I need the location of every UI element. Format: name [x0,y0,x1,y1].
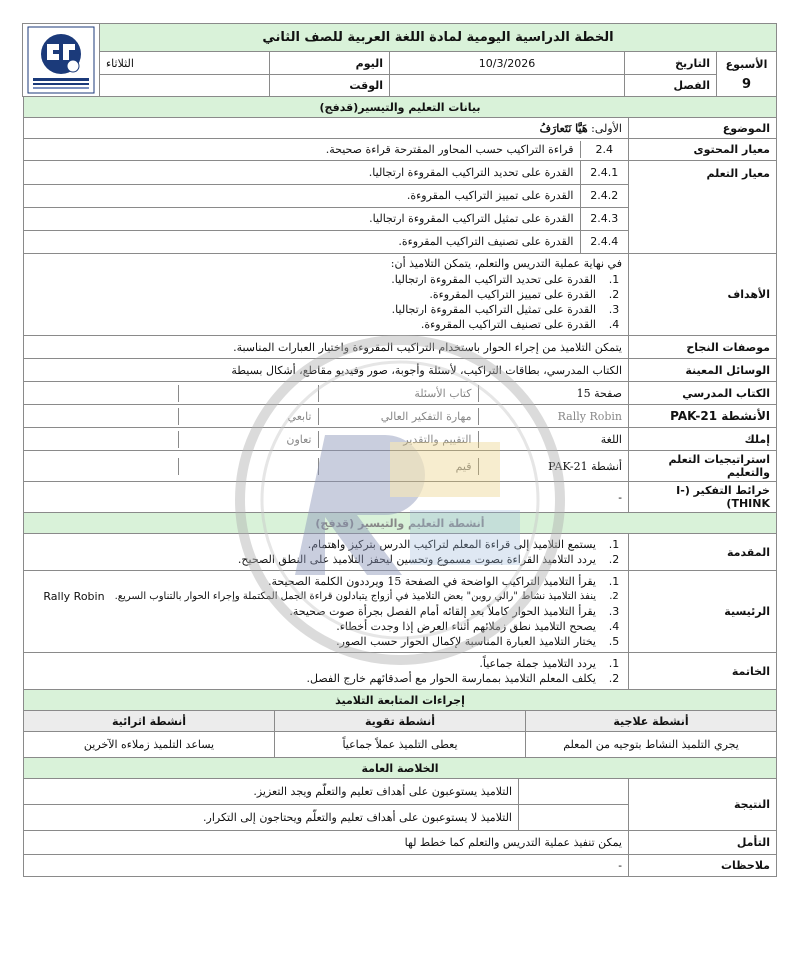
learning-text: القدرة على تمثيل التراكيب المقروءة ارتجاليا. [24,207,580,230]
learning-text: القدرة على تمييز التراكيب المقروءة. [24,184,580,207]
day-value: الثلاثاء [100,52,270,75]
day-label: اليوم [270,52,390,75]
learning-code: 2.4.1 [580,161,628,184]
logo [23,24,100,97]
content-standard-text: قراءة التراكيب حسب المحاور المقترحة قراءة صحيحة. [325,143,574,156]
emk-value: اللغة [600,432,622,446]
class-value [390,75,625,97]
teaching-aids-value: الكتاب المدرسي، بطاقات التراكيب، لأسئلة وأجوبة، صور وفيديو مقاطع، أشكال بسيطة [24,359,629,382]
strategies-value: أنشطة PAK-21 [548,459,622,473]
intro-label: المقدمة [629,534,777,571]
result-checkbox-1[interactable] [519,779,629,805]
notes-value: - [24,855,629,877]
remedial-value: يجري التلميذ النشاط بتوجيه من المعلم [526,732,777,758]
enrichment-value: يساعد التلميذ زملاءه الآخرين [24,732,275,758]
week-value: 9 [741,77,752,92]
objective-item: 1. القدرة على تحديد التراكيب المقروءة ارتجاليا. [391,273,620,286]
enrichment-header: أنشطة اثرائية [24,711,275,732]
inner-grid-cell: تعاون [178,431,318,448]
reflection-value: يمكن تنفيذ عملية التدريس والتعلم كما خطط لها [24,831,629,855]
topic-cell [24,118,629,139]
main-item: 4. يصحح التلاميذ نطق زملائهم أثناء العرض إذا وجدت أخطاء. [336,620,620,633]
summary-table [23,757,777,877]
class-label: الفصل [625,75,717,97]
main-item: 1. يقرأ التلاميذ التراكيب الواضحة في الصفحة 15 ويرددون الكلمة الصحيحة. [267,575,620,588]
closing-cell [24,653,629,690]
result-checkbox-2[interactable] [519,805,629,831]
header-table [22,23,777,97]
intro-item: 2. يردد التلاميذ القراءة بصوت مسموع وتحسين ليحفز التلاميذ على النطق الصحيح. [237,553,620,566]
intro-item: 1. يستمع التلاميذ إلى قراءة المعلم لتراكيب الدرس بتركيز واهتمام. [307,538,620,551]
teaching-aids-label: الوسائل المعينة [629,359,777,382]
reflection-label: التأمل [629,831,777,855]
strategies-label: استراتيجيات التعلم والتعليم [629,451,777,482]
result-text-1: التلاميذ يستوعبون على أهداف تعليم والتعلّم ويجد التعزيز. [24,779,519,805]
week-value-cell [717,52,777,97]
teaching-data-section-title: بيانات التعليم والتيسير(قدفج) [24,97,777,118]
topic-prefix: الأولى: [591,121,622,135]
week-label: الأسبوع [725,58,768,71]
ithink-label: خرائط التفكير (I-THINK) [629,482,777,513]
lesson-plan [23,23,777,958]
objective-item: 2. القدرة على تمييز التراكيب المقروءة. [429,288,620,301]
closing-item: 1. يردد التلاميذ جملة جماعياً. [479,657,620,670]
remedial-header: أنشطة علاجية [526,711,777,732]
summary-section-title: الخلاصة العامة [24,758,777,779]
content-standard-label: معيار المحتوى [629,139,777,161]
main-item: 2. ينفذ التلاميذ نشاط "رالي روبن" بعض التلاميذ في أزواج يتبادلون قراءة الجمل المكتملة وإجراء الحوار بالتناوب السريع. Rally Robin [43,590,619,603]
activities-section-title: أنشطة التعليم والتيسير (قدفج) [24,513,777,534]
success-criteria-value: يتمكن التلاميذ من إجراء الحوار باستخدام التراكيب المقروءة واختيار العبارات المناسبة. [24,336,629,359]
rally-robin-tag: Rally Robin [43,590,105,603]
topic-value: هَيَّا نَتَعارَفُ [539,121,588,135]
inner-grid-cell: قيم [318,458,478,475]
notes-label: ملاحظات [629,855,777,877]
followup-table [23,689,777,758]
objective-item: 3. القدرة على تمثيل التراكيب المقروءة ارتجاليا. [391,303,620,316]
learning-code: 2.4.3 [580,207,628,230]
activities-label: الأنشطة PAK-21 [629,405,777,428]
inner-grid-cell [178,385,318,402]
ithink-value: - [24,482,629,513]
main-item: 5. يختار التلاميذ العبارة المناسبة لإكمال الحوار حسب الصور. [336,635,620,648]
activities-value: Rally Robin [557,409,622,423]
inner-grid-cell: التقييم والتقدير [318,431,478,448]
result-text-2: التلاميذ لا يستوعبون على أهداف تعليم والتعلّم ويحتاجون إلى التكرار. [24,805,519,831]
emk-label: إملك [629,428,777,451]
textbook-label: الكتاب المدرسي [629,382,777,405]
teaching-data-table [23,96,777,513]
reinforcement-header: أنشطة تقوية [275,711,526,732]
inner-grid-cell: تابعي [178,408,318,425]
inner-grid-cell: كتاب الأسئلة [318,385,478,402]
date-value: 10/3/2026 [390,52,625,75]
inner-grid-cell [178,458,318,475]
followup-section-title: إجراءات المتابعة التلاميذ [24,690,777,711]
textbook-cell [24,382,629,405]
page-title: الخطة الدراسية اليومية لمادة اللغة العربية للصف الثاني [100,24,777,52]
time-value [100,75,270,97]
learning-standard-label: معيار التعلم [629,161,777,254]
objectives-cell [24,254,629,336]
topic-label: الموضوع [629,118,777,139]
closing-item: 2. يكلف المعلم التلاميذ بممارسة الحوار مع أصدقائهم خارج الفصل. [306,672,620,685]
learning-standard-list [24,161,628,253]
textbook-value: صفحة 15 [576,386,622,400]
content-standard-code: 2.4 [580,141,628,158]
date-label: التاريخ [625,52,717,75]
closing-label: الخاتمة [629,653,777,690]
time-label: الوقت [270,75,390,97]
activities-table [23,512,777,690]
learning-text: القدرة على تصنيف التراكيب المقروءة. [24,230,580,253]
learning-code: 2.4.2 [580,184,628,207]
success-criteria-label: موصفات النجاح [629,336,777,359]
objective-item: 4. القدرة على تصنيف التراكيب المقروءة. [420,318,620,331]
school-logo-icon [27,26,95,94]
learning-code: 2.4.4 [580,230,628,253]
main-cell [24,571,629,653]
objectives-intro: في نهاية عملية التدريس والتعلم، يتمكن التلاميذ أن: [390,257,622,270]
objectives-label: الأهداف [629,254,777,336]
main-label: الرئيسية [629,571,777,653]
result-label: النتيجة [629,779,777,831]
intro-cell [24,534,629,571]
main-item: 3. يقرأ التلاميذ الحوار كاملاً بعد إلقائه أمام الفصل بجرأة صوت صحيحة. [289,605,620,618]
learning-text: القدرة على تحديد التراكيب المقروءة ارتجاليا. [24,161,580,184]
reinforcement-value: يعطى التلميذ عملاً جماعياً [275,732,526,758]
inner-grid-cell: مهارة التفكير العالي [318,408,478,425]
